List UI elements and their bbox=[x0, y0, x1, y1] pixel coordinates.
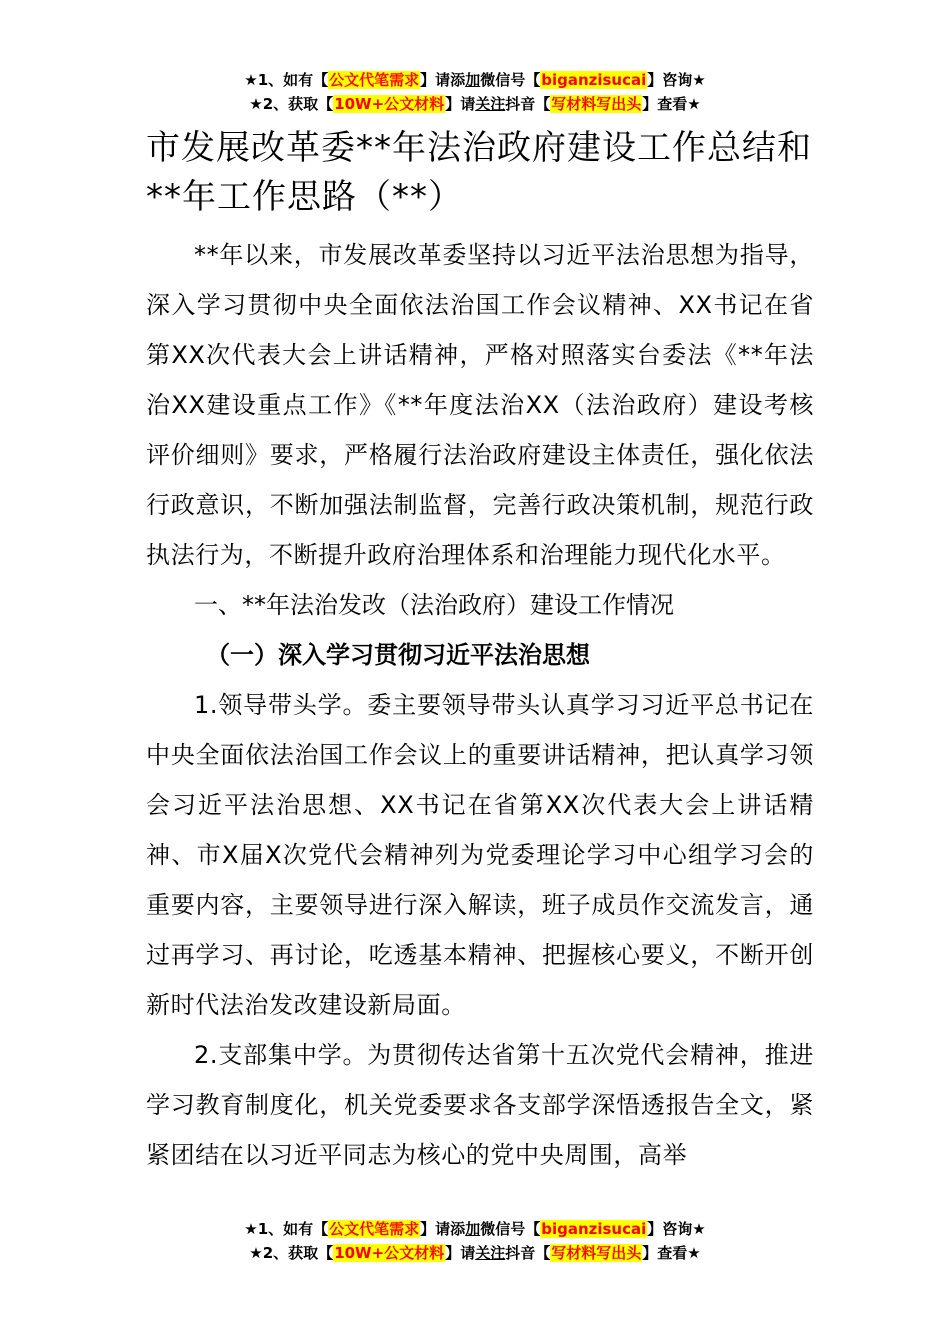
promo-text: 】请 bbox=[445, 95, 476, 113]
promo-text: 抖音【 bbox=[505, 95, 551, 113]
document-body bbox=[146, 124, 814, 1180]
promo-text: 】请 bbox=[445, 1244, 476, 1262]
promo-underlined-text: 加 bbox=[465, 1220, 481, 1238]
promo-text: ★2、获取【 bbox=[249, 1244, 334, 1262]
promo-underlined-text: 加 bbox=[465, 71, 481, 89]
promo-text: 】查看★ bbox=[642, 95, 701, 113]
promo-banner-top bbox=[0, 68, 950, 116]
promo-text: 抖音【 bbox=[505, 1244, 551, 1262]
promo-text: 微信号【 bbox=[480, 1220, 541, 1238]
promo-underlined-text: 关注 bbox=[475, 1244, 506, 1262]
promo-text: 】咨询★ bbox=[647, 71, 706, 89]
promo-text: ★2、获取【 bbox=[249, 95, 334, 113]
promo-highlight: 公文代笔需求 bbox=[329, 71, 420, 89]
promo-text: 】咨询★ bbox=[647, 1220, 706, 1238]
promo-line-2 bbox=[0, 1241, 950, 1265]
promo-highlight: 公文代笔需求 bbox=[329, 1220, 420, 1238]
section-heading: 一、**年法治发改（法治政府）建设工作情况 bbox=[194, 591, 674, 619]
body-paragraph: 2.支部集中学。为贯彻传达省第十五次党代会精神，推进学习教育制度化，机关党委要求各支部学深悟透报告全文，紧紧团结在以习近平同志为核心的党中央周围，高举 bbox=[146, 1041, 814, 1169]
promo-text: 】请添 bbox=[420, 1220, 466, 1238]
subsection-heading: （一）深入学习贯彻习近平法治思想 bbox=[206, 641, 590, 669]
document-title: 市发展改革委**年法治政府建设工作总结和**年工作思路（**） bbox=[146, 128, 812, 217]
body-paragraph: 1.领导带头学。委主要领导带头认真学习习近平总书记在中央全面依法治国工作会议上的重要讲话精神，把认真学习领会习近平法治思想、XX书记在省第XX次代表大会上讲话精神、市X届X次党代会精神列为党委理论学习中心组学习会的重要内容，主要领导进行深入解读，班子成员作交流发言，通过再学习、再讨论，吃透基本精神、把握核心要义，不断开创新时代法治发改建设新局面。 bbox=[146, 691, 814, 1019]
promo-highlight: 10W+公文材料 bbox=[334, 95, 445, 113]
promo-line-1 bbox=[0, 68, 950, 92]
promo-highlight: 10W+公文材料 bbox=[334, 1244, 445, 1262]
promo-text: 微信号【 bbox=[480, 71, 541, 89]
promo-highlight: 写材料写出头 bbox=[551, 1244, 642, 1262]
promo-banner-bottom bbox=[0, 1217, 950, 1265]
intro-paragraph: **年以来，市发展改革委坚持以习近平法治思想为指导，深入学习贯彻中央全面依法治国工作会议精神、XX书记在省第XX次代表大会上讲话精神，严格对照落实台委法《**年法治XX建设重点工作》《**年度法治XX（法治政府）建设考核评价细则》要求，严格履行法治政府建设主体责任，强化依法行政意识，不断加强法制监督，完善行政决策机制，规范行政执法行为，不断提升政府治理体系和治理能力现代化水平。 bbox=[146, 241, 814, 569]
promo-text: 】请添 bbox=[420, 71, 466, 89]
promo-highlight: biganzisucai bbox=[541, 1220, 647, 1238]
promo-text: 】查看★ bbox=[642, 1244, 701, 1262]
promo-highlight: 写材料写出头 bbox=[551, 95, 642, 113]
promo-text: ★1、如有【 bbox=[244, 71, 329, 89]
promo-text: ★1、如有【 bbox=[244, 1220, 329, 1238]
promo-underlined-text: 关注 bbox=[475, 95, 506, 113]
promo-line-2 bbox=[0, 92, 950, 116]
promo-line-1 bbox=[0, 1217, 950, 1241]
promo-highlight: biganzisucai bbox=[541, 71, 647, 89]
